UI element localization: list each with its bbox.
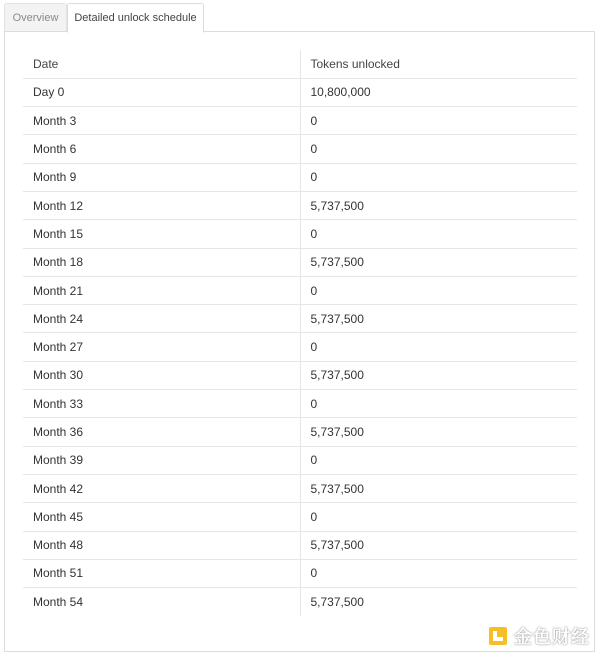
cell-tokens-unlocked: 5,737,500: [300, 248, 577, 276]
table-row: [23, 248, 577, 276]
cell-tokens-unlocked: 0: [300, 333, 577, 361]
cell-tokens-unlocked: 5,737,500: [300, 191, 577, 219]
table-header-row: [23, 50, 577, 78]
table-row: [23, 588, 577, 616]
cell-tokens-unlocked: 0: [300, 390, 577, 418]
table-row: [23, 135, 577, 163]
cell-date: Month 48: [23, 531, 300, 559]
table-body: [23, 78, 577, 616]
cell-tokens-unlocked: 0: [300, 503, 577, 531]
cell-date: Month 6: [23, 135, 300, 163]
cell-tokens-unlocked: 10,800,000: [300, 78, 577, 106]
unlock-schedule-table: [23, 50, 577, 616]
tab-bar: [4, 3, 204, 32]
cell-date: Month 30: [23, 361, 300, 389]
cell-tokens-unlocked: 0: [300, 446, 577, 474]
cell-date: Day 0: [23, 78, 300, 106]
cell-tokens-unlocked: 0: [300, 220, 577, 248]
cell-tokens-unlocked: 5,737,500: [310, 595, 364, 610]
cell-tokens-unlocked: 5,737,500: [300, 418, 577, 446]
table-row: [23, 390, 577, 418]
table-row: [23, 191, 577, 219]
cell-tokens-unlocked: 5,737,500: [300, 361, 577, 389]
jinse-logo-icon: [488, 626, 508, 646]
cell-tokens-unlocked: 5,737,500: [300, 474, 577, 502]
cell-tokens-unlocked: 0: [300, 135, 577, 163]
table-row: [23, 418, 577, 446]
cell-date: Month 3: [23, 107, 300, 135]
cell-date: Month 42: [23, 474, 300, 502]
header-tokens-unlocked: Tokens unlocked: [300, 50, 577, 78]
table-row: [23, 163, 577, 191]
cell-date: Month 21: [23, 276, 300, 304]
table-row: [23, 559, 577, 587]
header-date: Date: [23, 50, 300, 78]
table-row: [23, 503, 577, 531]
watermark: [488, 623, 590, 649]
table-row: [23, 107, 577, 135]
tab-overview[interactable]: Overview: [4, 3, 67, 32]
cell-tokens-unlocked: 0: [300, 559, 577, 587]
table-row: [23, 78, 577, 106]
cell-date: Month 12: [23, 191, 300, 219]
cell-tokens-unlocked: 5,737,500: [300, 531, 577, 559]
table-row: [23, 531, 577, 559]
cell-date: Month 45: [23, 503, 300, 531]
cell-tokens-unlocked: 0: [300, 107, 577, 135]
cell-tokens-unlocked: 5,737,500: [300, 305, 577, 333]
cell-date: Month 18: [23, 248, 300, 276]
cell-date: Month 9: [23, 163, 300, 191]
cell-date: Month 36: [23, 418, 300, 446]
unlock-schedule-panel: [4, 31, 595, 652]
cell-date: Month 24: [23, 305, 300, 333]
cell-date: Month 51: [23, 559, 300, 587]
table-row: [23, 474, 577, 502]
table-row: [23, 305, 577, 333]
cell-date: Month 39: [23, 446, 300, 474]
tab-detailed-unlock-schedule[interactable]: Detailed unlock schedule: [67, 3, 204, 33]
cell-date: Month 54: [23, 588, 300, 616]
cell-tokens-unlocked: 0: [300, 276, 577, 304]
watermark-text: 金色财经: [514, 627, 590, 648]
table-row: [23, 361, 577, 389]
table-row: [23, 276, 577, 304]
table-row: [23, 220, 577, 248]
cell-date: Month 27: [23, 333, 300, 361]
cell-tokens-unlocked: 0: [300, 163, 577, 191]
cell-date: Month 15: [23, 220, 300, 248]
table-row: [23, 446, 577, 474]
cell-date: Month 33: [23, 390, 300, 418]
table-row: [23, 333, 577, 361]
